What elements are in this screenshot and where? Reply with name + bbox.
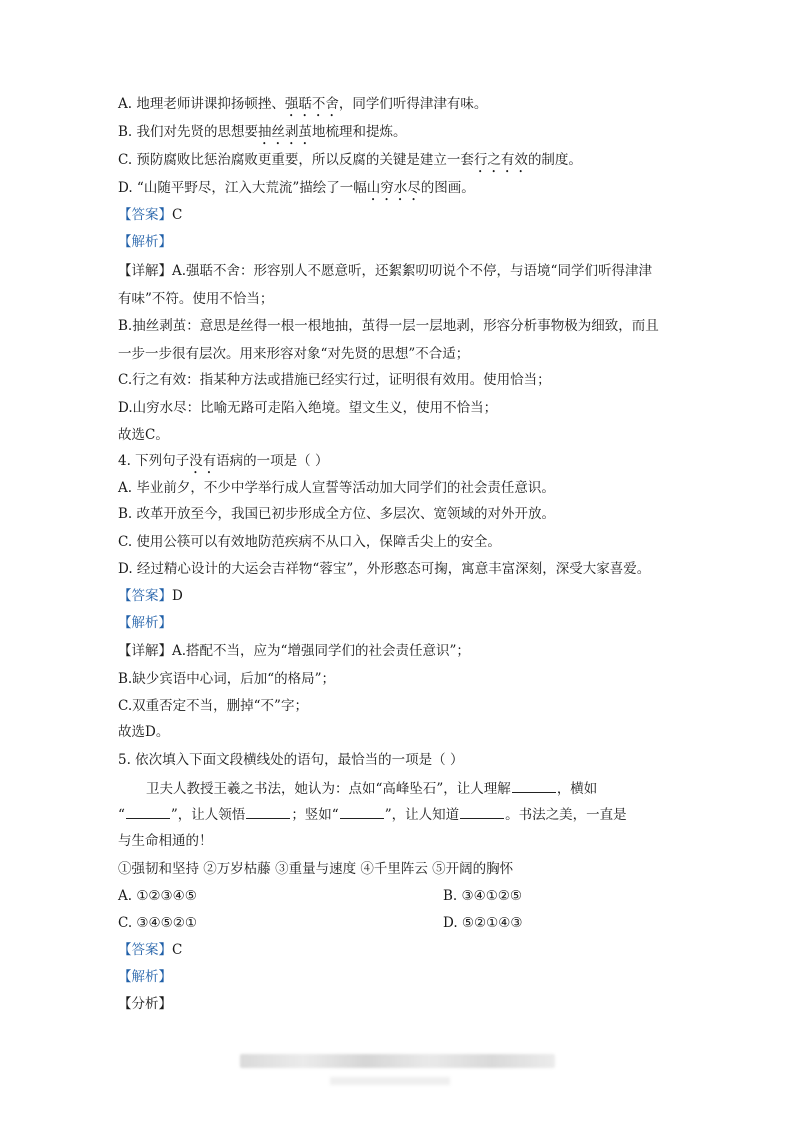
q4-option-d: D. 经过精心设计的大运会吉祥物“蓉宝”，外形憨态可掬，寓意丰富深刻，深受大家喜爱。 <box>118 561 651 577</box>
detail-tag: 【详解】 <box>118 643 172 659</box>
passage-text: ”，让人知道 <box>384 807 460 823</box>
passage-text: 。书法之美，一直是 <box>505 807 627 823</box>
q4-option-c: C. 使用公筷可以有效地防范疾病不从口入，保障舌尖上的安全。 <box>118 534 501 550</box>
q5-passage-line-3: 与生命相通的！ <box>118 833 213 849</box>
q4-detail-1 <box>118 641 470 661</box>
fill-blank-3 <box>246 804 290 819</box>
q3-option-a <box>118 94 487 120</box>
q3-option-a-idiom: 强聒不舍 <box>284 96 339 112</box>
passage-text: ”，让人领悟 <box>170 807 246 823</box>
q3-detail-3: B.抽丝剥茧：意思是丝得一根一根地抽，茧得一层一层地剥，形容分析事物极为细致，而且 <box>118 318 659 334</box>
q4-stem-emphasis: 没有 <box>189 453 217 469</box>
q4-stem-tail: 语病的一项是（ ） <box>216 453 329 469</box>
q3-detail-5: C.行之有效：指某种方法或措施已经实行过，证明很有效用。使用恰当； <box>118 372 551 388</box>
q5-stem: 5. 依次填入下面文段横线处的语句，最恰当的一项是（ ） <box>118 752 464 768</box>
q3-option-c-idiom: 行之有效 <box>473 152 528 168</box>
analysis-tag: 【解析】 <box>118 234 172 250</box>
q4-analysis <box>118 613 172 633</box>
q3-conclusion: 故选C。 <box>118 427 169 443</box>
q5-option-a: A. ①②③④⑤ <box>118 888 197 904</box>
fill-blank-4 <box>340 804 384 819</box>
detail-tag: 【详解】 <box>118 263 172 279</box>
q3-option-c-tail: 的制度。 <box>527 152 582 168</box>
q4-option-b: B. 改革开放至今，我国已初步形成全方位、多层次、宽领域的对外开放。 <box>118 506 556 522</box>
q3-option-d-tail: 的图画。 <box>420 180 475 196</box>
q4-detail-3: C.双重否定不当，删掉“不”字； <box>118 698 308 714</box>
answer-tag: 【答案】 <box>118 207 172 223</box>
answer-value: C <box>172 207 183 223</box>
detail-text: A.强聒不舍：形容别人不愿意听，还絮絮叨叨说个不停，与语境“同学们听得津津 <box>172 263 652 279</box>
q3-option-d <box>118 178 475 204</box>
q3-detail-2: 有味”不符。使用不恰当； <box>118 291 274 307</box>
q4-detail-2: B.缺少宾语中心词，后加“的格局”； <box>118 671 336 687</box>
analysis2-tag: 【分析】 <box>118 996 172 1012</box>
fill-blank-1 <box>512 778 556 793</box>
q3-option-b-idiom: 抽丝剥茧 <box>258 124 313 140</box>
q5-analysis <box>118 967 172 987</box>
q5-option-b: B. ③④①②⑤ <box>443 888 523 904</box>
q3-detail-6: D.山穷水尽：比喻无路可走陷入绝境。望文生义，使用不恰当； <box>118 400 498 416</box>
q3-analysis <box>118 232 172 252</box>
analysis-tag: 【解析】 <box>118 615 172 631</box>
q4-stem <box>118 451 328 477</box>
q4-stem-text: 4. 下列句子 <box>118 453 190 469</box>
passage-text: 卫夫人教授王羲之书法，她认为：点如“高峰坠石”，让人理解 <box>146 781 511 797</box>
q3-option-b-text: B. 我们对先贤的思想要 <box>118 124 259 140</box>
q3-answer <box>118 205 182 225</box>
blurred-footer-watermark <box>240 1054 555 1068</box>
detail-text: A.搭配不当，应为“增强同学们的社会责任意识”； <box>172 643 470 659</box>
blurred-footer-watermark-2 <box>330 1077 450 1085</box>
q3-option-d-idiom: 山穷水尽 <box>366 180 421 196</box>
answer-value: C <box>172 942 183 958</box>
answer-tag: 【答案】 <box>118 942 172 958</box>
q5-passage-line-2 <box>118 804 627 825</box>
q5-items: ①强韧和坚持 ②万岁枯藤 ③重量与速度 ④千里阵云 ⑤开阔的胸怀 <box>118 861 514 877</box>
q4-option-a: A. 毕业前夕，不少中学举行成人宣誓等活动加大同学们的社会责任意识。 <box>118 480 555 496</box>
q3-option-d-text: D. “山随平野尽，江入大荒流”描绘了一幅 <box>118 180 367 196</box>
q3-option-a-text: A. 地理老师讲课抑扬顿挫、 <box>118 96 285 112</box>
q3-option-c <box>118 150 582 176</box>
answer-tag: 【答案】 <box>118 588 172 604</box>
passage-text: ，横如 <box>556 781 598 797</box>
answer-value: D <box>172 588 183 604</box>
q5-option-c: C. ③④⑤②① <box>118 915 197 931</box>
q3-option-b <box>118 122 407 148</box>
passage-text: “ <box>118 807 125 823</box>
q3-option-a-tail: ，同学们听得津津有味。 <box>338 96 488 112</box>
passage-text: ；竖如“ <box>291 807 339 823</box>
fill-blank-5 <box>460 804 504 819</box>
q5-passage-line-1 <box>146 778 597 799</box>
fill-blank-2 <box>126 804 170 819</box>
q3-detail-1 <box>118 261 652 281</box>
analysis-tag: 【解析】 <box>118 969 172 985</box>
q4-answer <box>118 586 183 606</box>
q3-option-b-tail: 地梳理和提炼。 <box>312 124 407 140</box>
q5-analysis2 <box>118 994 172 1014</box>
q3-option-c-text: C. 预防腐败比惩治腐败更重要，所以反腐的关键是建立一套 <box>118 152 474 168</box>
q5-option-d: D. ⑤②①④③ <box>443 915 523 931</box>
q5-answer <box>118 940 182 960</box>
q4-conclusion: 故选D。 <box>118 724 170 740</box>
q3-detail-4: 一步一步很有层次。用来形容对象“对先贤的思想”不合适； <box>118 346 470 362</box>
